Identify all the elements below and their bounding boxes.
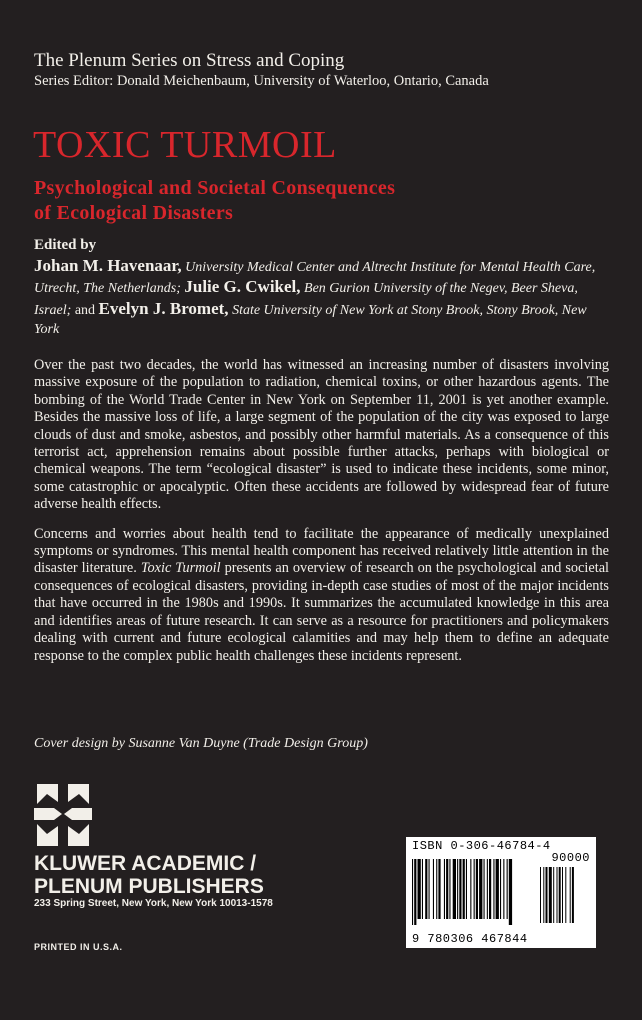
series-title: The Plenum Series on Stress and Coping (34, 50, 345, 71)
description (34, 357, 609, 677)
paragraph-2-book-title: Toxic Turmoil (140, 560, 221, 577)
editor-affiliation-1: University Medical Center and Altrecht Institute for Mental Health Care, Utrecht, The Netherlands; (34, 259, 596, 296)
book-subtitle (34, 176, 395, 226)
series-editor: Series Editor: Donald Meichenbaum, University of Waterloo, Ontario, Canada (34, 73, 489, 89)
edited-by-label: Edited by (34, 237, 97, 253)
editor-affiliation-2: Ben Gurion University of the Negev, Beer Sheva, Israel; (34, 281, 578, 318)
cover-design-credit: Cover design by Susanne Van Duyne (Trade Design Group) (34, 736, 368, 751)
isbn-barcode (406, 837, 596, 948)
series-header (34, 50, 489, 90)
printed-in: PRINTED IN U.S.A. (34, 942, 123, 952)
barcode-number: 9 780306 467844 (412, 932, 528, 946)
editor-affiliation-3: State University of New York at Stony Brook, Stony Brook, New York (34, 302, 587, 337)
editors-and: and (74, 302, 96, 318)
subtitle-line-1: Psychological and Societal Consequences (34, 177, 396, 199)
paragraph-2-end: presents an overview of research on the psychological and societal consequences of ecological disasters, providing in-depth case studies of most of the major incidents that have occurred in the 1980s and 1990s. It summarizes the accumulated knowledge in this area and identifies areas of future research. It can serve as a resource for practitioners and policymakers dealing with current and future ecological calamities and may help them to define an adequate response to the complex public health challenges these incidents represent. (34, 560, 610, 664)
description-paragraph-2 (34, 526, 609, 665)
book-title: TOXIC TURMOIL (33, 124, 337, 166)
barcode-bars-icon (412, 853, 590, 931)
publisher-line-2: PLENUM PUBLISHERS (34, 875, 264, 898)
editor-name-2: Julie G. Cwikel, (184, 277, 301, 296)
description-paragraph-1: Over the past two decades, the world has witnessed an increasing number of disasters involving massive exposure of the population to radiation, chemical toxins, or other hazardous agents. The bombing of the World Trade Center in New York on September 11, 2001 is yet another example. Besides the massive loss of life, a large segment of the population of the city was exposed to large clouds of dust and smoke, asbestos, and possibly other harmful materials. As a consequence of this terrorist act, apprehension remains about possible further attacks, perhaps with biological or chemical weapons. The term “ecological disaster” is used to indicate these incidents, some minor, some catastrophic or apocalyptic. Often these accidents are followed by widespread fear of future adverse health effects. (34, 357, 609, 513)
publisher-line-1: KLUWER ACADEMIC / (34, 852, 257, 875)
publisher-logo-icon (34, 782, 92, 853)
barcode-addon: 90000 (551, 851, 590, 865)
editors-block (34, 236, 614, 340)
isbn-text: ISBN 0-306-46784-4 (412, 839, 551, 853)
paragraph-2-start: Concerns and worries about health tend to facilitate the appearance of medically unexplained symptoms or syndromes. This mental health component has received relatively little attention in the disaster literature. (34, 525, 609, 577)
publisher-address: 233 Spring Street, New York, New York 10013-1578 (34, 898, 273, 909)
editor-name-3: Evelyn J. Bromet, (98, 298, 229, 318)
editor-name-1: Johan M. Havenaar, (34, 255, 182, 275)
publisher-name (34, 852, 264, 898)
subtitle-line-2: of Ecological Disasters (34, 202, 234, 224)
